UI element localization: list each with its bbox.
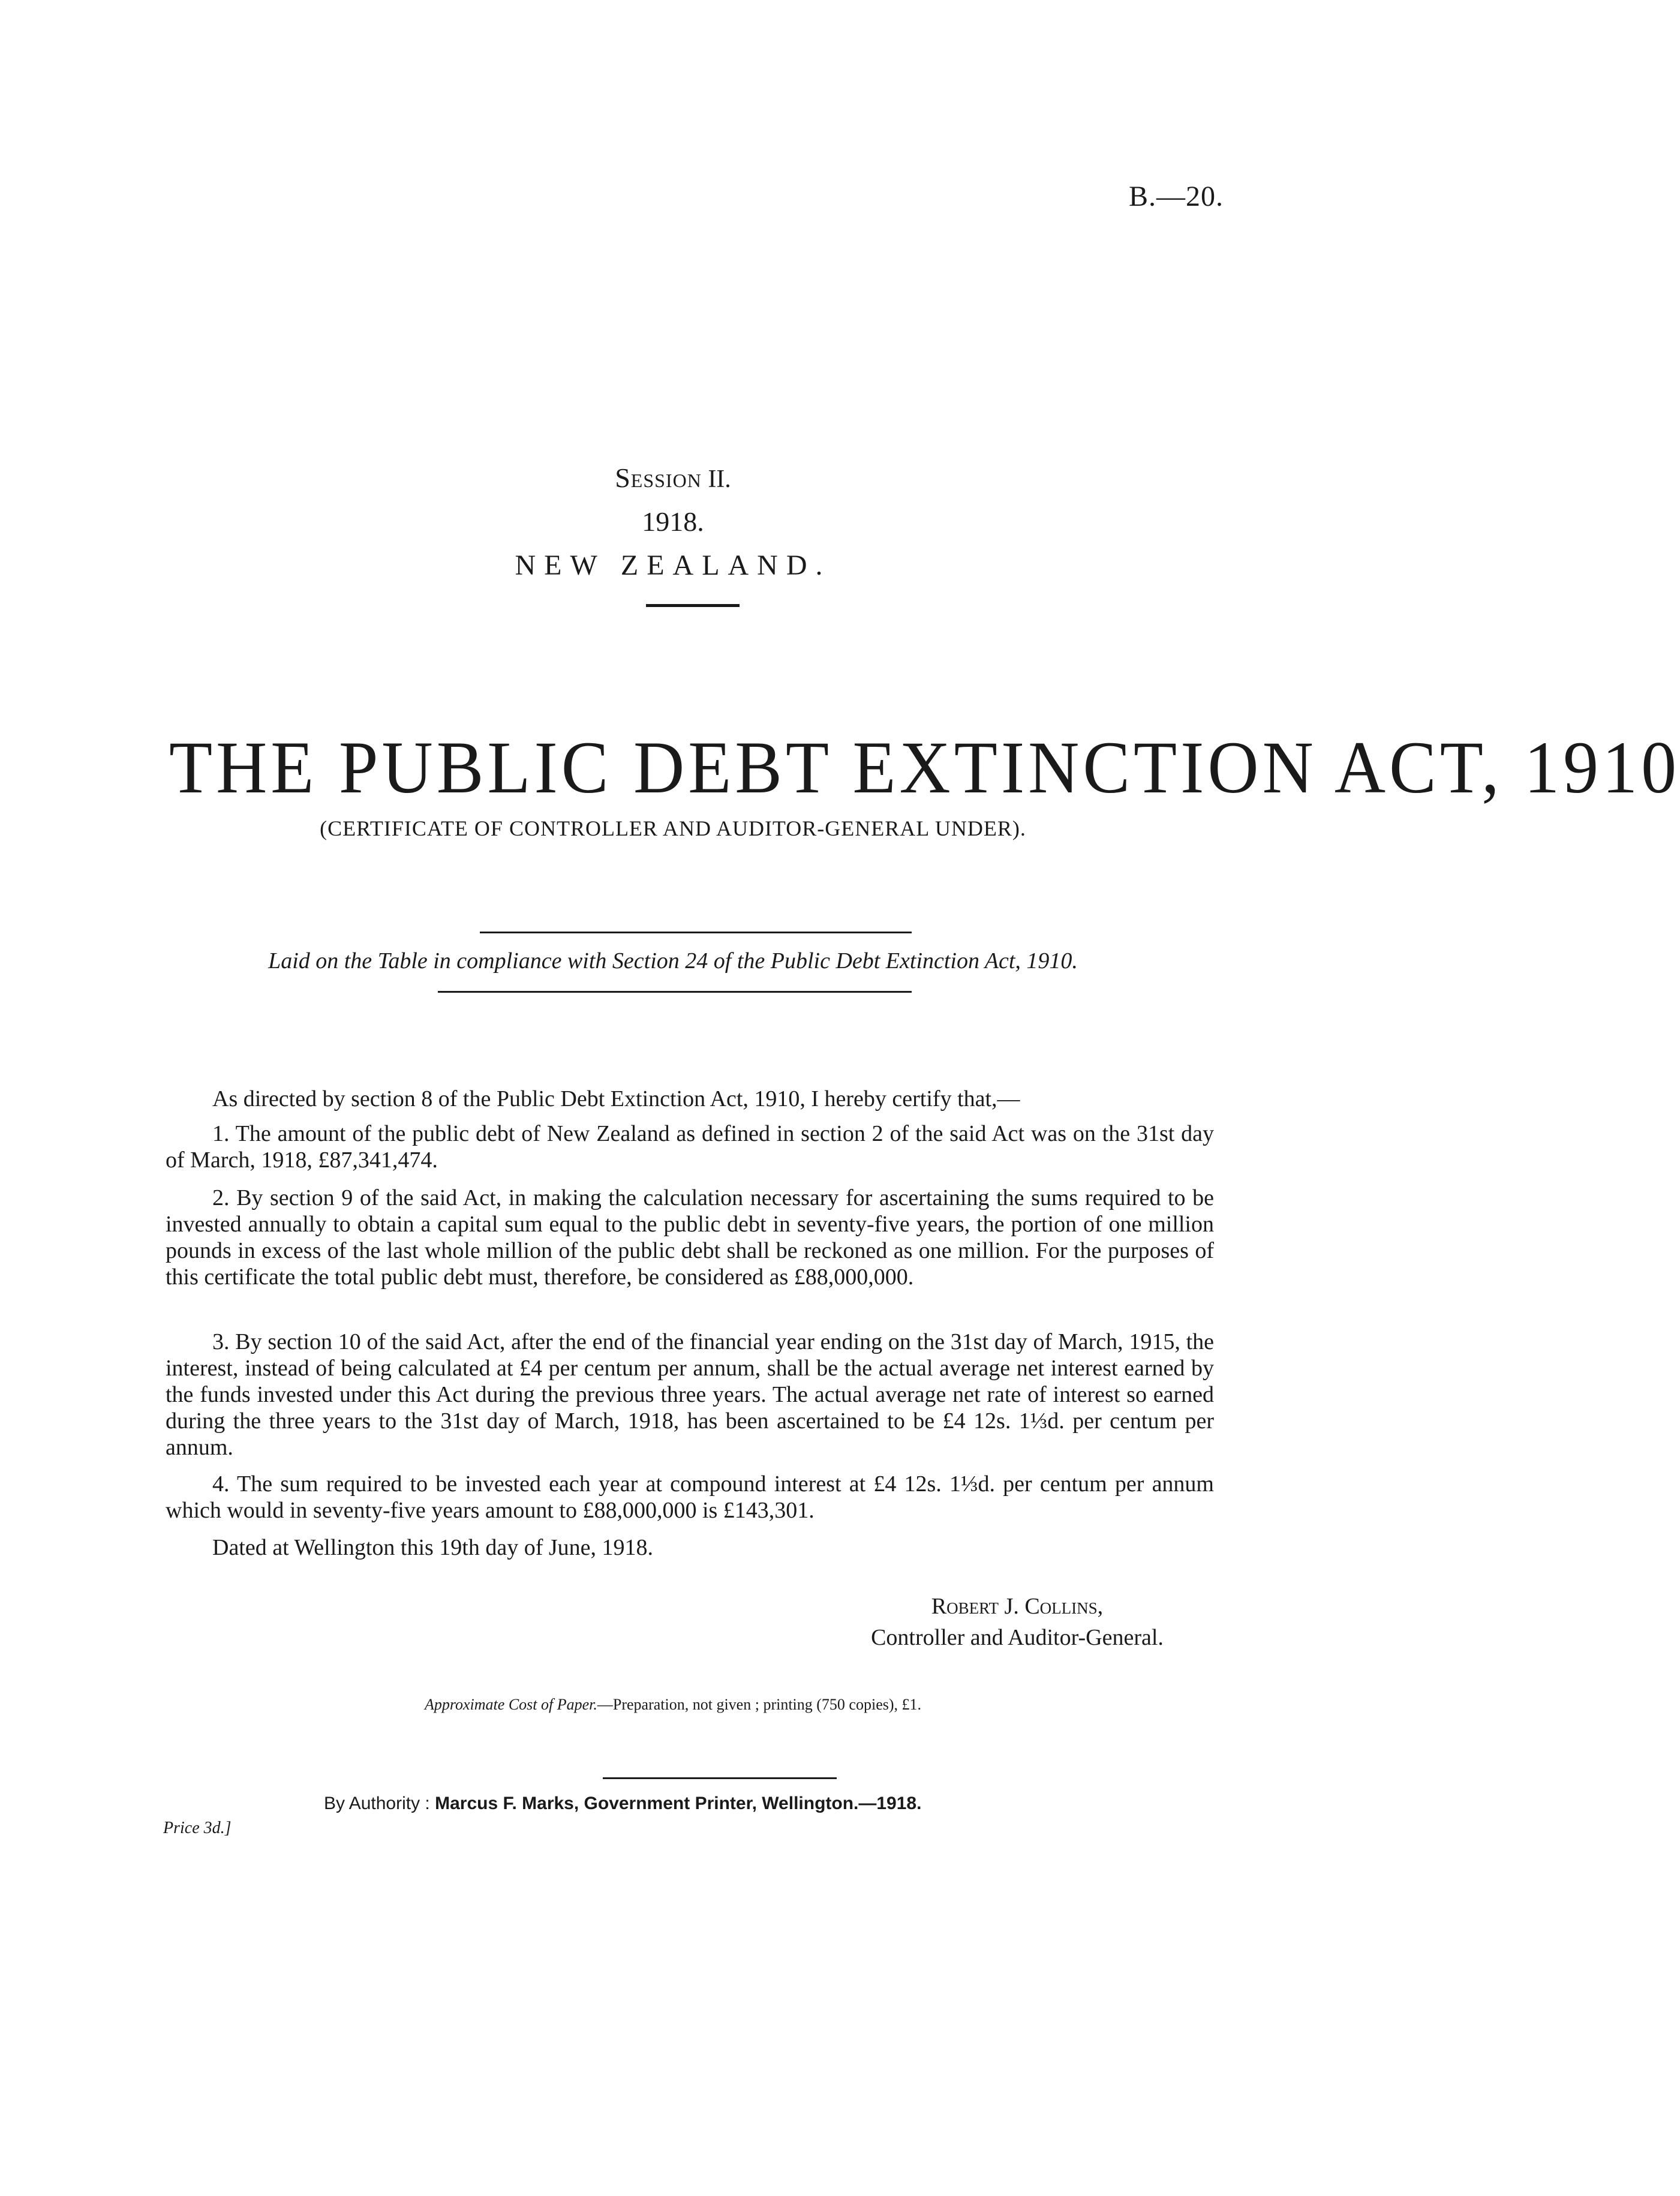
divider-rule — [438, 991, 912, 993]
paragraph-3: 3. By section 10 of the said Act, after the end of the financial year ending on the 31st day of March, 1915, the interest, instead of being calculated at £4 per centum per annum, shall be the actual average net interest earned by the funds invested under this Act during the previous three years. The actual average net rate of interest so earned during the three years to the 31st day of March, 1918, has been ascertained to be £4 12s. 1⅓d. per centum per annum. — [166, 1329, 1214, 1460]
session-label: Session — [615, 462, 702, 493]
signatory-title: Controller and Auditor-General. — [871, 1625, 1164, 1650]
cost-of-paper — [0, 1696, 1346, 1714]
divider-rule — [603, 1777, 837, 1779]
divider-rule — [480, 932, 912, 933]
document-title: THE PUBLIC DEBT EXTINCTION ACT, 1910 — [169, 726, 1680, 809]
authority-text: Marcus F. Marks, Government Printer, Wellington.—1918. — [435, 1794, 922, 1813]
paragraph-2: 2. By section 9 of the said Act, in making the calculation necessary for ascertaining the sums required to be invested annually to obtain a capital sum equal to the public debt in seventy-five years, the portion of one million pounds in excess of the last whole million of the public debt shall be reckoned as one million. For the purposes of this certificate the total public debt must, therefore, be considered as £88,000,000. — [166, 1185, 1214, 1290]
cost-text: —Preparation, not given ; printing (750 copies), £1. — [597, 1696, 922, 1713]
laid-on-table-note: Laid on the Table in compliance with Section 24 of the Public Debt Extinction Act, 1910. — [268, 948, 1078, 974]
paragraph-1: 1. The amount of the public debt of New Zealand as defined in section 2 of the said Act was on the 31st day of March, 1918, £87,341,474. — [166, 1121, 1214, 1173]
session-line — [0, 462, 1346, 494]
authority-label: By Authority : — [324, 1794, 430, 1813]
paragraph-4: 4. The sum required to be invested each year at compound interest at £4 12s. 1⅓d. per centum per annum which would in seventy-five years amount to £88,000,000 is £143,301. — [166, 1471, 1214, 1523]
signature-block — [837, 1591, 1197, 1653]
certificate-intro: As directed by section 8 of the Public Debt Extinction Act, 1910, I hereby certify that,— — [212, 1086, 1020, 1111]
signatory-name: Robert J. Collins, — [931, 1594, 1104, 1619]
session-number: II. — [708, 465, 731, 493]
session-year: 1918. — [642, 506, 704, 537]
price-label: Price 3d.] — [163, 1819, 232, 1837]
divider-rule — [646, 604, 740, 607]
printer-authority — [324, 1794, 1164, 1814]
cost-label: Approximate Cost of Paper. — [424, 1696, 597, 1713]
country-heading: NEW ZEALAND. — [515, 549, 831, 581]
document-reference: B.—20. — [1128, 181, 1224, 212]
document-subtitle: (CERTIFICATE OF CONTROLLER AND AUDITOR-GENERAL UNDER). — [320, 816, 1026, 840]
dated-line: Dated at Wellington this 19th day of June, 1918. — [212, 1535, 654, 1560]
